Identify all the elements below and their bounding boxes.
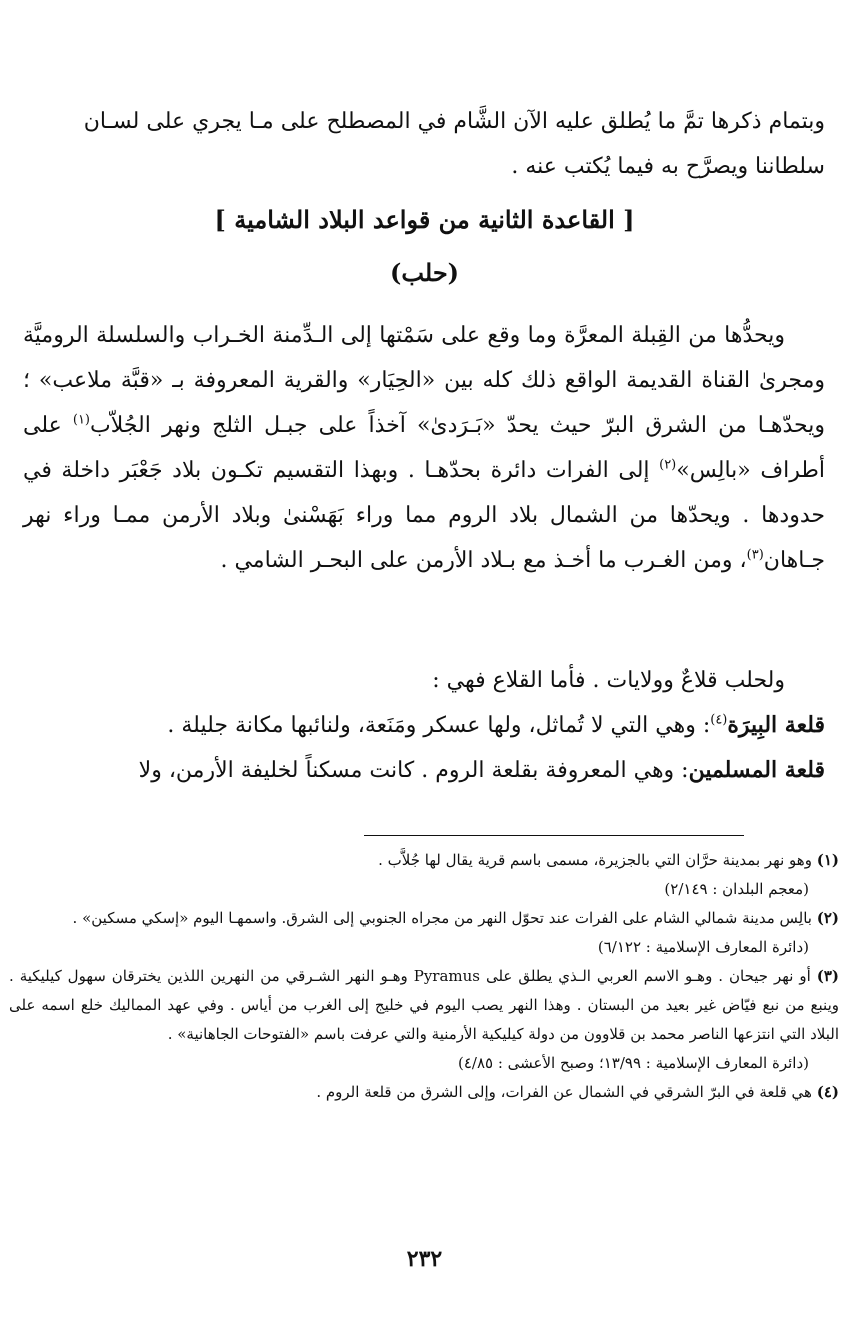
footnote-3-text-b: وهـو النهر الشـرقي من النهرين اللذين يخترقان سهول كيليكية . وينبع من نبع فيّاض غير بعيد من البستان . وهذا النهر يصب اليوم في خليج إلى الغرب من أياس . وفي عهد المماليك خلع اسمه على البلاد التي انتزعها الناصر محمد بن قلاوون من دولة كيليكية الأرمنية والتي عرفت باسم «الفتوحات الجاهانية» .: [9, 967, 839, 1043]
footnote-3-number: (٣): [816, 967, 839, 985]
borders-text-1: ويحدُّها من القِبلة المعرَّة وما وقع على سَمْتها إلى الـدِّمنة الخـراب والسلسلة الروميَّة ومجرىٰ القناة القديمة الواقع ذلك كله بين «الحِيَار» والقرية المعروفة بـ «قبَّة ملاعب» ؛ ويحدّهـا من الشرق البرّ حيث يحدّ «بَـرَدىٰ» آخذاً على جبـل الثلج ونهر الجُلاّب: [23, 323, 825, 438]
footnote-4-number: (٤): [816, 1083, 839, 1101]
borders-text-2: على أطراف «بالِس»: [23, 413, 826, 483]
footnote-ref-4: (٤): [710, 712, 728, 728]
intro-line-2: سلطاننا ويصرَّح به فيما يُكتب عنه .: [511, 154, 825, 179]
castle-muslimin: [23, 748, 825, 793]
footnote-4: [9, 1078, 839, 1107]
footnote-1: [9, 846, 839, 875]
castles-intro: ولحلب قلاعٌ وولايات . فأما القلاع فهي :: [432, 668, 785, 693]
footnote-1-number: (١): [816, 851, 839, 869]
footnote-ref-3: (٣): [746, 547, 764, 563]
footnote-3-text-a: أو نهر جيحان . وهـو الاسم العربي الـذي يطلق على: [485, 967, 817, 985]
castle-muslimin-name: قلعة المسلمين: [688, 757, 825, 783]
footnote-2-text: بالِس مدينة شمالي الشام على الفرات عند تحوّل النهر من مجراه الجنوبي إلى الشرق. واسمهـا اليوم «إسكي مسكين» .: [72, 909, 817, 927]
footnote-1-text: وهو نهر بمدينة حرَّان التي بالجزيرة، مسمى باسم قرية يقال لها جُلاَّب .: [378, 851, 817, 869]
castle-bira: [23, 703, 825, 748]
intro-paragraph: [23, 99, 825, 189]
footnote-4-text: هي قلعة في البرّ الشرقي في الشمال عن الفرات، وإلى الشرق من قلعة الروم .: [316, 1083, 817, 1101]
castle-muslimin-desc: : وهي المعروفة بقلعة الروم . كانت مسكناً لخليفة الأرمن، ولا: [138, 758, 689, 783]
section-heading: [ القاعدة الثانية من قواعد البلاد الشامية ]: [214, 205, 635, 234]
section-subheading: (حلب): [389, 258, 460, 287]
footnote-ref-1: (١): [72, 412, 90, 428]
borders-text-3: إلى الفرات دائرة بحدّهـا . وبهذا التقسيم تكـون بلاد جَعْبَر داخلة في حدودها . ويحدّها من الشمال بلاد الروم مما وراء بَهَسْنىٰ وبلاد الأرمن ممـا وراء نهر جـاهان: [23, 458, 825, 573]
footnote-divider: [364, 835, 744, 836]
footnote-3-ref: (دائرة المعارف الإسلامية : ١٣/٩٩؛ وصبح الأعشى : ٤/٨٥): [457, 1054, 809, 1072]
footnotes: [9, 846, 839, 1107]
castle-bira-desc: : وهي التي لا تُماثل، ولها عسكر ومَنَعة، ولنائبها مكانة جليلة .: [167, 713, 711, 738]
borders-text-4: ، ومن الغـرب ما أخـذ مع بـلاد الأرمن على البحـر الشامي .: [220, 548, 747, 573]
footnote-ref-2: (٢): [659, 457, 677, 473]
footnote-3-pyramus: Pyramus: [413, 967, 480, 985]
intro-line-1: وبتمام ذكرها تمَّ ما يُطلق عليه الآن الشَّام في المصطلح على مـا يجري على لسـان: [83, 109, 825, 134]
footnote-2: [9, 904, 839, 933]
page-number: ٢٣٢: [406, 1246, 443, 1272]
castles-section: [23, 658, 825, 793]
borders-paragraph: [23, 313, 825, 583]
footnote-1-ref: (معجم البلدان : ٢/١٤٩): [664, 880, 809, 898]
castle-bira-name: قلعة البِيرَة: [727, 712, 825, 738]
footnote-2-ref: (دائرة المعارف الإسلامية : ٦/١٢٢): [597, 938, 809, 956]
footnote-3: [9, 962, 839, 1049]
footnote-2-number: (٢): [816, 909, 839, 927]
